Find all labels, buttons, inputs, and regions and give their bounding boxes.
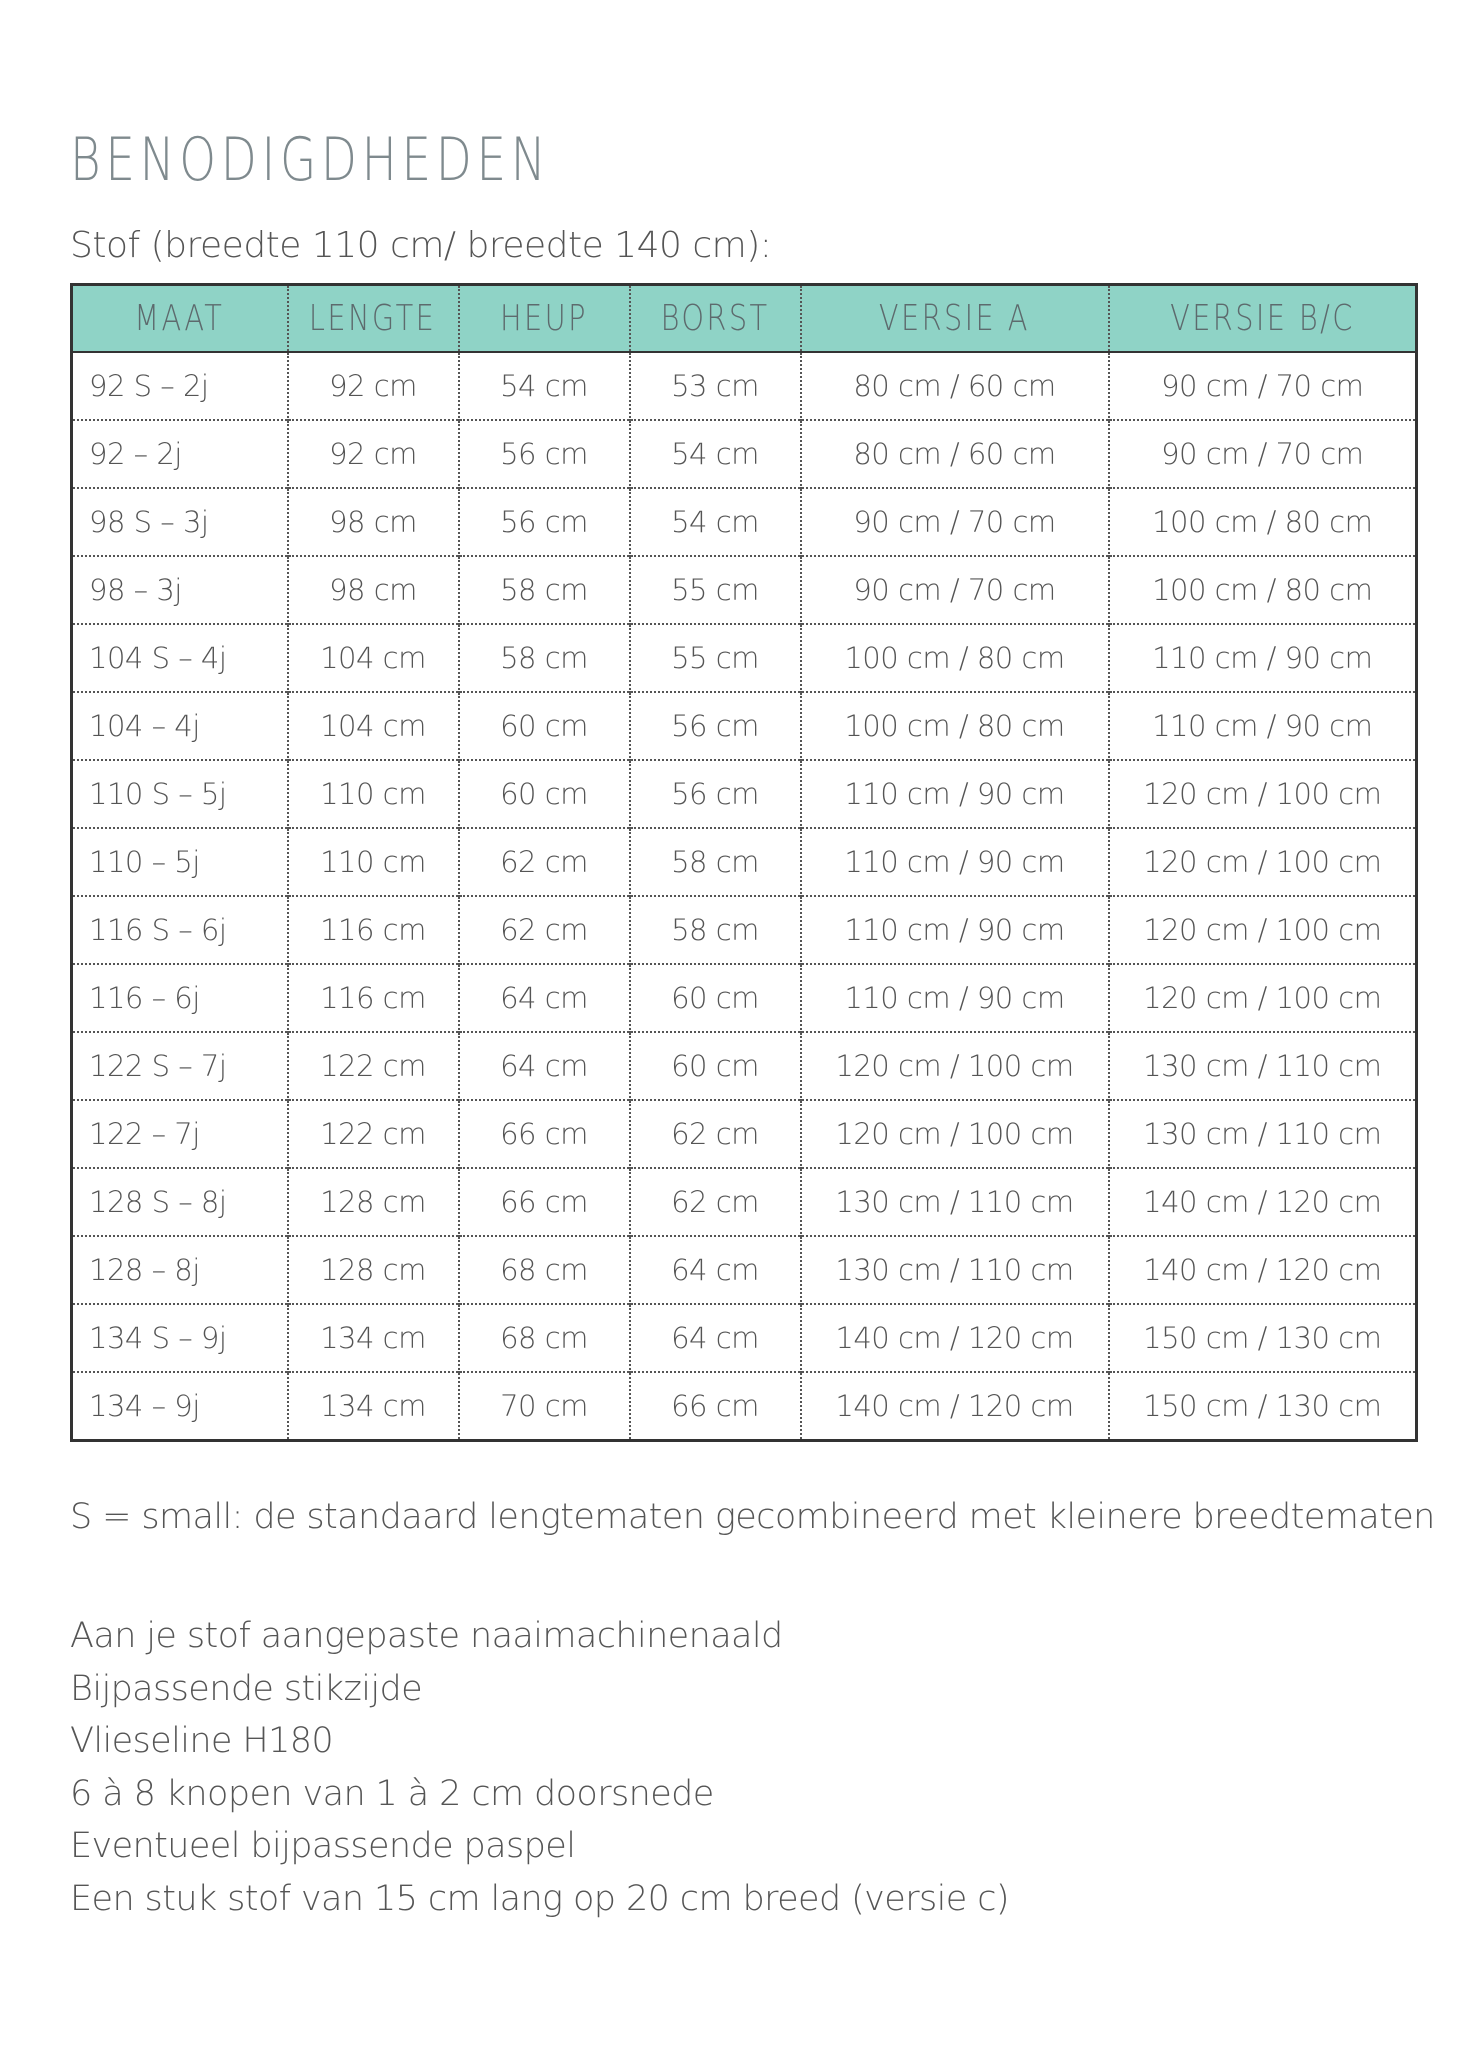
cell-maat: 134 – 9j xyxy=(72,1372,288,1441)
cell-versie-a: 100 cm / 80 cm xyxy=(801,692,1109,760)
cell-heup: 58 cm xyxy=(459,556,630,624)
cell-heup: 56 cm xyxy=(459,488,630,556)
cell-versie-a: 100 cm / 80 cm xyxy=(801,624,1109,692)
cell-lengte: 134 cm xyxy=(288,1304,459,1372)
cell-heup: 60 cm xyxy=(459,692,630,760)
cell-versie-bc: 100 cm / 80 cm xyxy=(1109,488,1417,556)
cell-heup: 58 cm xyxy=(459,624,630,692)
cell-heup: 62 cm xyxy=(459,896,630,964)
cell-maat: 122 – 7j xyxy=(72,1100,288,1168)
cell-lengte: 104 cm xyxy=(288,692,459,760)
cell-heup: 56 cm xyxy=(459,420,630,488)
cell-heup: 64 cm xyxy=(459,1032,630,1100)
cell-versie-bc: 150 cm / 130 cm xyxy=(1109,1372,1417,1441)
cell-versie-bc: 120 cm / 100 cm xyxy=(1109,896,1417,964)
column-header-versie-bc xyxy=(1109,285,1417,353)
column-header-label: MAAT xyxy=(134,298,225,339)
table-header-row xyxy=(72,285,1417,353)
supply-item: Vlieseline H180 xyxy=(70,1721,334,1761)
cell-lengte: 110 cm xyxy=(288,828,459,896)
cell-maat: 128 – 8j xyxy=(72,1236,288,1304)
cell-lengte: 134 cm xyxy=(288,1372,459,1441)
cell-versie-bc: 130 cm / 110 cm xyxy=(1109,1032,1417,1100)
cell-versie-a: 90 cm / 70 cm xyxy=(801,488,1109,556)
cell-lengte: 122 cm xyxy=(288,1032,459,1100)
cell-versie-bc: 140 cm / 120 cm xyxy=(1109,1168,1417,1236)
table-row xyxy=(72,692,1417,760)
table-row xyxy=(72,1032,1417,1100)
cell-borst: 56 cm xyxy=(630,692,801,760)
cell-versie-bc: 90 cm / 70 cm xyxy=(1109,352,1417,420)
supply-item: Aan je stof aangepaste naaimachinenaald xyxy=(70,1616,783,1656)
cell-borst: 54 cm xyxy=(630,420,801,488)
cell-heup: 64 cm xyxy=(459,964,630,1032)
cell-maat: 116 S – 6j xyxy=(72,896,288,964)
table-row xyxy=(72,1100,1417,1168)
cell-borst: 56 cm xyxy=(630,760,801,828)
cell-versie-a: 140 cm / 120 cm xyxy=(801,1372,1109,1441)
cell-lengte: 110 cm xyxy=(288,760,459,828)
table-body xyxy=(72,352,1417,1441)
table-row xyxy=(72,1236,1417,1304)
cell-versie-bc: 100 cm / 80 cm xyxy=(1109,556,1417,624)
supplies-list xyxy=(70,1610,1009,1925)
cell-versie-a: 130 cm / 110 cm xyxy=(801,1168,1109,1236)
cell-versie-bc: 130 cm / 110 cm xyxy=(1109,1100,1417,1168)
table-row xyxy=(72,964,1417,1032)
cell-maat: 98 – 3j xyxy=(72,556,288,624)
cell-borst: 55 cm xyxy=(630,556,801,624)
supply-item: Een stuk stof van 15 cm lang op 20 cm breed (versie c) xyxy=(70,1878,1009,1919)
table-row xyxy=(72,1304,1417,1372)
cell-borst: 64 cm xyxy=(630,1236,801,1304)
cell-versie-a: 140 cm / 120 cm xyxy=(801,1304,1109,1372)
cell-maat: 110 – 5j xyxy=(72,828,288,896)
cell-versie-bc: 90 cm / 70 cm xyxy=(1109,420,1417,488)
cell-borst: 53 cm xyxy=(630,352,801,420)
cell-borst: 62 cm xyxy=(630,1100,801,1168)
cell-maat: 92 S – 2j xyxy=(89,369,209,403)
column-header-label: VERSIE B/C xyxy=(1169,298,1355,339)
table-row xyxy=(72,420,1417,488)
cell-maat: 98 S – 3j xyxy=(72,488,288,556)
table-row xyxy=(72,624,1417,692)
cell-borst: 62 cm xyxy=(630,1168,801,1236)
column-header-label: VERSIE A xyxy=(879,298,1030,339)
cell-borst: 54 cm xyxy=(630,488,801,556)
column-header-borst xyxy=(630,285,801,353)
size-note: S = small: de standaard lengtematen gecombineerd met kleinere breedtematen xyxy=(70,1497,1435,1537)
column-header-label: LENGTE xyxy=(309,298,437,339)
cell-versie-a: 120 cm / 100 cm xyxy=(801,1032,1109,1100)
cell-borst: 58 cm xyxy=(630,828,801,896)
cell-lengte: 128 cm xyxy=(288,1168,459,1236)
cell-versie-bc: 120 cm / 100 cm xyxy=(1109,828,1417,896)
size-table xyxy=(70,283,1418,1442)
cell-versie-bc: 110 cm / 90 cm xyxy=(1109,692,1417,760)
cell-borst: 66 cm xyxy=(630,1372,801,1441)
cell-versie-bc: 120 cm / 100 cm xyxy=(1109,964,1417,1032)
cell-heup: 54 cm xyxy=(459,352,630,420)
cell-lengte: 122 cm xyxy=(288,1100,459,1168)
supply-item: Eventueel bijpassende paspel xyxy=(70,1826,576,1866)
cell-lengte: 128 cm xyxy=(288,1236,459,1304)
table-row xyxy=(72,828,1417,896)
supply-item: Bijpassende stikzijde xyxy=(70,1668,423,1709)
cell-versie-bc: 120 cm / 100 cm xyxy=(1109,760,1417,828)
table-row xyxy=(72,896,1417,964)
supply-item: 6 à 8 knopen van 1 à 2 cm doorsnede xyxy=(70,1773,714,1814)
cell-borst: 58 cm xyxy=(630,896,801,964)
column-header-versie-a xyxy=(801,285,1109,353)
cell-lengte: 98 cm xyxy=(288,556,459,624)
cell-heup: 66 cm xyxy=(459,1100,630,1168)
cell-borst: 55 cm xyxy=(630,624,801,692)
cell-heup: 62 cm xyxy=(459,828,630,896)
cell-versie-a: 110 cm / 90 cm xyxy=(801,896,1109,964)
cell-versie-bc: 150 cm / 130 cm xyxy=(1109,1304,1417,1372)
cell-heup: 68 cm xyxy=(459,1304,630,1372)
cell-versie-a: 120 cm / 100 cm xyxy=(801,1100,1109,1168)
table-row xyxy=(72,760,1417,828)
cell-versie-a: 80 cm / 60 cm xyxy=(801,352,1109,420)
cell-maat: 110 S – 5j xyxy=(72,760,288,828)
cell-lengte: 98 cm xyxy=(288,488,459,556)
cell-maat: 122 S – 7j xyxy=(72,1032,288,1100)
table-row xyxy=(72,556,1417,624)
cell-maat: 128 S – 8j xyxy=(72,1168,288,1236)
cell-borst: 64 cm xyxy=(630,1304,801,1372)
cell-lengte: 92 cm xyxy=(288,352,459,420)
cell-maat: 92 – 2j xyxy=(72,420,288,488)
column-header-label: BORST xyxy=(660,298,770,339)
cell-versie-a: 90 cm / 70 cm xyxy=(801,556,1109,624)
column-header-label: HEUP xyxy=(500,298,588,339)
fabric-label: Stof (breedte 110 cm/ breedte 140 cm): xyxy=(70,225,772,266)
cell-maat: 104 S – 4j xyxy=(72,624,288,692)
cell-versie-a: 110 cm / 90 cm xyxy=(801,964,1109,1032)
cell-heup: 68 cm xyxy=(459,1236,630,1304)
column-header-maat xyxy=(72,285,288,353)
cell-maat: 116 – 6j xyxy=(72,964,288,1032)
table-row xyxy=(72,1168,1417,1236)
cell-borst: 60 cm xyxy=(630,1032,801,1100)
cell-borst: 60 cm xyxy=(630,964,801,1032)
column-header-lengte xyxy=(288,285,459,353)
cell-lengte: 116 cm xyxy=(288,896,459,964)
cell-heup: 70 cm xyxy=(459,1372,630,1441)
cell-versie-a: 80 cm / 60 cm xyxy=(801,420,1109,488)
cell-heup: 60 cm xyxy=(459,760,630,828)
page-title: BENODIGDHEDEN xyxy=(70,125,551,195)
cell-versie-bc: 140 cm / 120 cm xyxy=(1109,1236,1417,1304)
cell-versie-a: 130 cm / 110 cm xyxy=(801,1236,1109,1304)
table-row xyxy=(72,1372,1417,1441)
cell-lengte: 92 cm xyxy=(288,420,459,488)
cell-heup: 66 cm xyxy=(459,1168,630,1236)
cell-versie-a: 110 cm / 90 cm xyxy=(801,828,1109,896)
cell-lengte: 116 cm xyxy=(288,964,459,1032)
cell-maat: 104 – 4j xyxy=(72,692,288,760)
cell-versie-a: 110 cm / 90 cm xyxy=(801,760,1109,828)
column-header-heup xyxy=(459,285,630,353)
table-row xyxy=(72,352,1417,420)
cell-maat: 134 S – 9j xyxy=(72,1304,288,1372)
cell-versie-bc: 110 cm / 90 cm xyxy=(1109,624,1417,692)
table-row xyxy=(72,488,1417,556)
cell-lengte: 104 cm xyxy=(288,624,459,692)
